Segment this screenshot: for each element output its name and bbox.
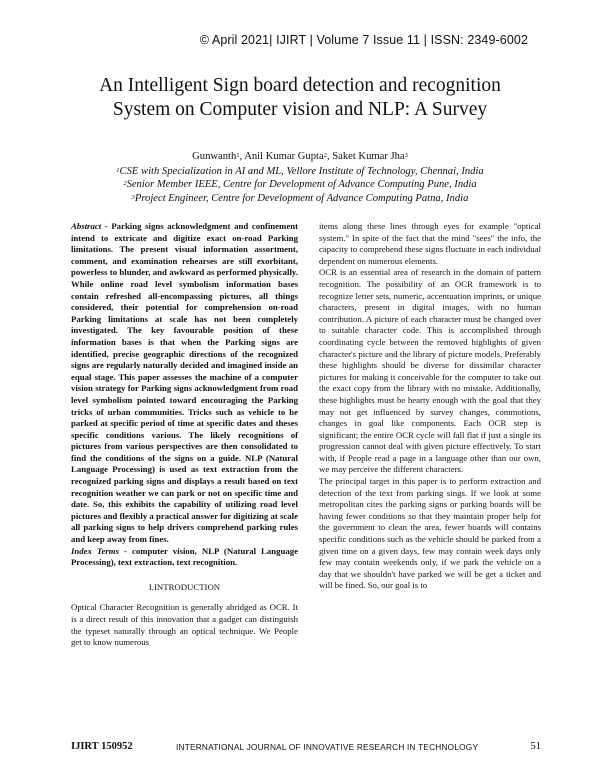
author-2: Anil Kumar Gupta: [244, 151, 324, 162]
footer-journal-name: INTERNATIONAL JOURNAL OF INNOVATIVE RESEARCH IN TECHNOLOGY: [176, 742, 479, 752]
right-column: [319, 221, 541, 592]
affiliation-3: [40, 192, 560, 206]
paper-title: [40, 74, 560, 122]
body-paragraph-3: The principal target in this paper is to perform extraction and detection of the text from parking sings. If we look at some metropolitan cites the parking signs or parking boards will be having fewer conditions so that they maintain proper help for the government to clean the area, fewer boards will contains specific conditions such as the vehicle should be parked from a given time on a given days, few may contain week days only few may contain weekends only, if we park the vehicle on a day that we shouldn't have parked we will be get a ticket and will be fined. So, our goal is to: [319, 476, 541, 591]
section-heading-introduction: I.INTRODUCTION: [148, 581, 221, 592]
title-line-2: System on Computer vision and NLP: A Survey: [112, 99, 488, 120]
index-terms-label: Index Terms -: [71, 545, 127, 556]
abstract-label: Abstract -: [71, 221, 108, 231]
body-paragraph-1: items along these lines through eyes for example "optical system." In spite of the fact that the mind "sees" the info, the capacity to comprehend these signs fluctuate in each individual dependent on numerous elements.: [319, 221, 541, 266]
author-sep-1: ,: [239, 151, 245, 162]
affiliation-2-text: Senior Member IEEE, Centre for Development of Advance Computing Pune, India: [126, 179, 477, 191]
page-footer: [71, 741, 541, 755]
title-line-1: An Intelligent Sign board detection and recognition: [99, 75, 501, 96]
body-paragraph-2: OCR is an essential area of research in the domain of pattern recognition. The possibility of an OCR framework is to recognize letter sets, numeric, accentuation imprints, or unique characters, present in digital images, with no human contribution. A picture of each character must be changed over to suitable character code. This is accomplished through coordinating cycle between the removed highlights of given character's picture and the library of picture models. Preferably these highlights should be diverse for dissimilar character pictures for making it conceivable for the computer to take out the exact copy from the library with no mistake. Additionally, these highlights must be hearty enough with the goal that they may not get influenced by survey changes, commotions, changes in goal like components. Each OCR step is significant; the entire OCR cycle will fall flat if just a single its progression cannot deal with given picture effectively. To start with, if People read a page in a language other than our own, we may perceive the different characters.: [319, 267, 541, 475]
abstract: [71, 221, 298, 546]
left-column: [71, 221, 298, 649]
author-2-sup: 2: [323, 152, 327, 159]
affiliation-3-sup: 3: [131, 193, 135, 201]
author-3-sup: 3: [404, 152, 408, 159]
affiliation-2-sup: 2: [123, 180, 127, 188]
author-1: Gunwanth: [192, 151, 237, 162]
footer-page-number: 51: [530, 741, 541, 752]
affiliation-1-text: CSE with Specialization in AI and ML, Vellore Institute of Technology, Chennai, India: [119, 165, 484, 177]
author-names: [40, 150, 560, 164]
affiliation-1-sup: 1: [116, 166, 120, 174]
affiliation-1: [40, 165, 560, 179]
affiliation-3-text: Project Engineer, Centre for Development of Advance Computing Patna, India: [134, 192, 469, 204]
abstract-text: Parking signs acknowledgment and confinement intend to extricate and digitize exact on-road Parking limitations. The present visual information assortment, comment, and examination rehearses are still exorbitant, powerless to blunder, and awkward as performed physically. While online road level symbolism information bases contain refreshed all-encompassing pictures, all things considered, their potential for comprehension on-road Parking limitations at scale has not been completely investigated. The key favourable position of these information bases is that when the Parking signs are identified, precise geographic directions of the recognized signs are regularly naturally decided and imagined inside an equal stage. This paper assesses the machine of a computer vision strategy for Parking signs acknowledgment from road level symbolism pointed toward encouraging the Parking tricks of urban communities. Tricks such as vehicle to be parked at specific period of time at specific dates and theses specific conditions various. The likely recognitions of pictures from various perspectives are then consolidated to find the conditions of the signs on a guide. NLP (Natural Language Processing) is used as text extraction from the recognized parking signs and displays a result based on text recognition weather we can park or not on specific time and date. So, this exhibits the capability of utilizing road level pictures and flexibly a practical answer for digitizing at scale all parking signs to help drivers comprehend parking rules and keep away from fines.: [71, 221, 298, 545]
intro-paragraph-1: Optical Character Recognition is generally abridged as OCR. It is a direct result of this innovation that a gadget can distinguish the typeset naturally through an optical technique. We People get to know numerous: [71, 602, 298, 648]
footer-paper-id: IJIRT 150952: [71, 741, 133, 752]
index-terms: [71, 546, 298, 569]
index-terms-text: computer vision, NLP (Natural Language Processing), text extraction, text recognition.: [71, 545, 298, 568]
author-3: Saket Kumar Jha: [332, 151, 405, 162]
author-sep-2: ,: [326, 151, 333, 162]
author-1-sup: 1: [236, 152, 240, 159]
author-block: [40, 150, 560, 205]
affiliation-2: [40, 178, 560, 192]
running-header: © April 2021| IJIRT | Volume 7 Issue 11 | ISSN: 2349-6002: [199, 33, 528, 47]
